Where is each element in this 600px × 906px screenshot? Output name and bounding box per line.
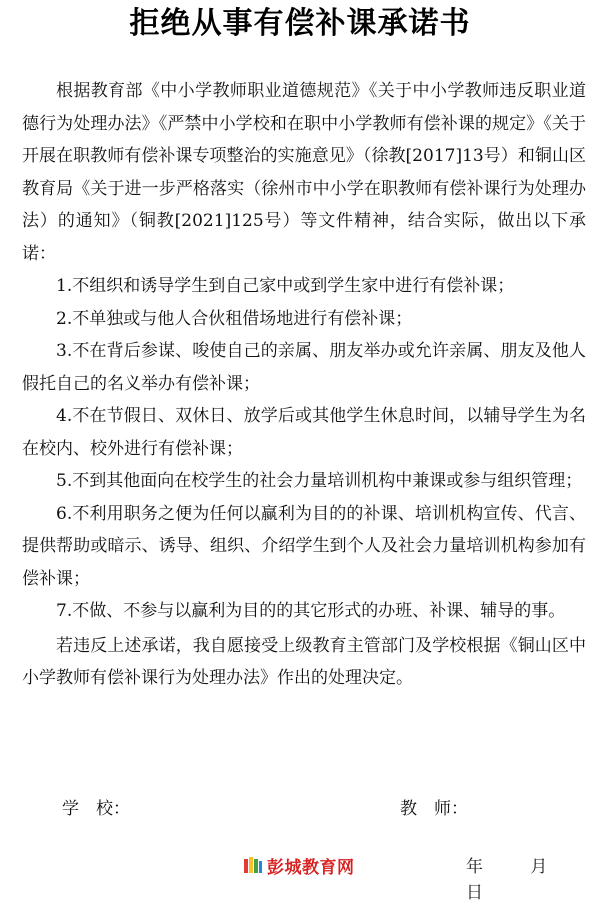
pledge-item-6: 6.不利用职务之便为任何以赢利为目的的补课、培训机构宣传、代言、提供帮助或暗示、诱导、组织、介绍学生到个人及社会力量培训机构参加有偿补课； — [22, 503, 586, 589]
teacher-signature-label: 教 师： — [400, 799, 468, 819]
date-month-label: 月 — [530, 857, 548, 877]
pledge-item-3: 3.不在背后参谋、唆使自己的亲属、朋友举办或允许亲属、朋友及他人假托自己的名义举办有偿补课； — [22, 341, 586, 394]
pledge-item-1: 1.不组织和诱导学生到自己家中或到学生家中进行有偿补课； — [56, 276, 515, 296]
intro-paragraph: 根据教育部《中小学教师职业道德规范》《关于中小学教师违反职业道德行为处理办法》《严禁中小学校和在职中小学教师有偿补课的规定》《关于开展在职教师有偿补课专项整治的实施意见》（徐教[2017]13号）和铜山区教育局《关于进一步严格落实（徐州市中小学在职教师有偿补课行为处理办法）的通知》（铜教[2021]125号）等文件精神，结合实际，做出以下承诺： — [22, 81, 586, 264]
document-body — [22, 75, 586, 695]
watermark — [243, 852, 355, 878]
date-line — [466, 854, 600, 906]
pledge-item-2: 2.不单独或与他人合伙租借场地进行有偿补课； — [56, 308, 413, 329]
date-day-label: 日 — [466, 883, 483, 903]
pledge-item-7: 7.不做、不参与以赢利为目的的其它形式的办班、补课、辅导的事。 — [56, 601, 566, 621]
signature-row — [0, 794, 600, 824]
document-title: 拒绝从事有偿补课承诺书 — [129, 6, 471, 41]
book-logo-icon — [243, 855, 263, 875]
date-year-label: 年 — [466, 857, 483, 877]
pledge-item-5: 5.不到其他面向在校学生的社会力量培训机构中兼课或参与组织管理； — [56, 471, 583, 491]
watermark-text: 彭城教育网 — [267, 857, 355, 878]
pledge-item-4: 4.不在节假日、双休日、放学后或其他学生休息时间，以辅导学生为名在校内、校外进行有偿补课； — [22, 406, 586, 459]
school-signature-label: 学 校： — [62, 799, 130, 819]
closing-paragraph: 若违反上述承诺，我自愿接受上级教育主管部门及学校根据《铜山区中小学教师有偿补课行为处理办法》作出的处理决定。 — [22, 635, 586, 688]
